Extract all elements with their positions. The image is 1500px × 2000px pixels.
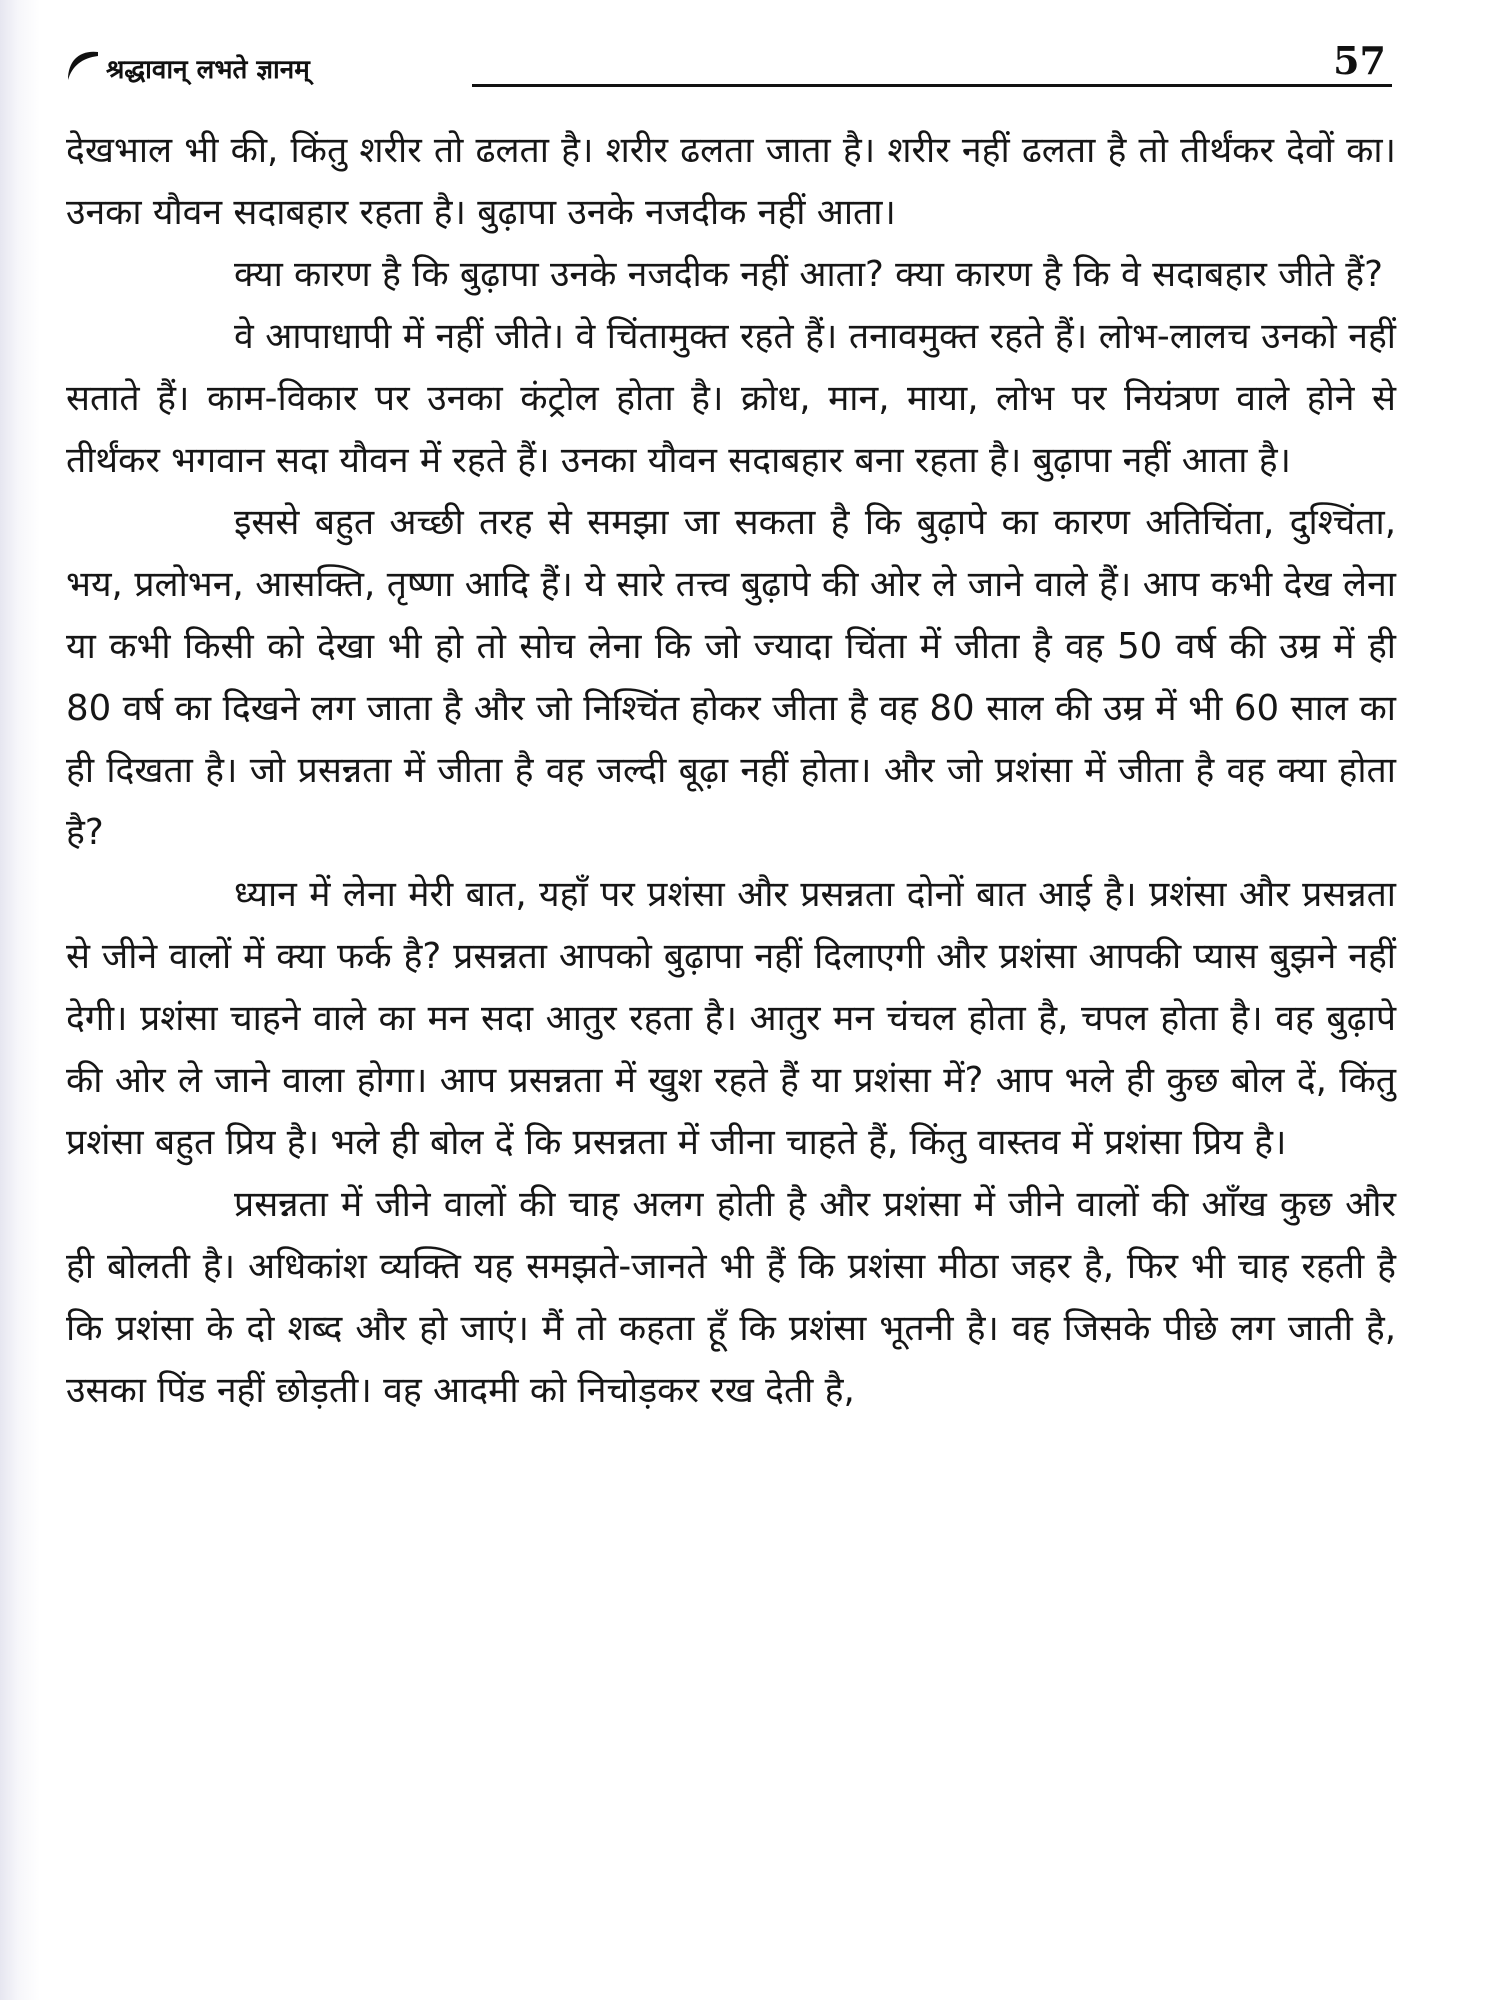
- paragraph: ध्यान में लेना मेरी बात, यहाँ पर प्रशंसा और प्रसन्नता दोनों बात आई है। प्रशंसा और प्रसन्नता से जीने वालों में क्या फर्क है? प्रसन्नता आपको बुढ़ापा नहीं दिलाएगी और प्रशंसा आपकी प्यास बुझने नहीं देगी। प्रशंसा चाहने वाले का मन सदा आतुर रहता है। आतुर मन चंचल होता है, चपल होता है। वह बुढ़ापे की ओर ले जाने वाला होगा। आप प्रसन्नता में खुश रहते हैं या प्रशंसा में? आप भले ही कुछ बोल दें, किंतु प्रशंसा बहुत प्रिय है। भले ही बोल दें कि प्रसन्नता में जीना चाहते हैं, किंतु वास्तव में प्रशंसा प्रिय है।: [66, 874, 1396, 1163]
- paragraph: इससे बहुत अच्छी तरह से समझा जा सकता है कि बुढ़ापे का कारण अतिचिंता, दुश्चिंता, भय, प्रलोभन, आसक्ति, तृष्णा आदि हैं। ये सारे तत्त्व बुढ़ापे की ओर ले जाने वाले हैं। आप कभी देख लेना या कभी किसी को देखा भी हो तो सोच लेना कि जो ज्यादा चिंता में जीता है वह 50 वर्ष की उम्र में ही 80 वर्ष का दिखने लग जाता है और जो निश्चिंत होकर जीता है वह 80 साल की उम्र में भी 60 साल का ही दिखता है। जो प्रसन्नता में जीता है वह जल्दी बूढ़ा नहीं होता। और जो प्रशंसा में जीता है वह क्या होता है?: [66, 502, 1396, 853]
- paragraph: प्रसन्नता में जीने वालों की चाह अलग होती है और प्रशंसा में जीने वालों की आँख कुछ और ही बोलती है। अधिकांश व्यक्ति यह समझते-जानते भी हैं कि प्रशंसा मीठा जहर है, फिर भी चाह रहती है कि प्रशंसा के दो शब्द और हो जाएं। मैं तो कहता हूँ कि प्रशंसा भूतनी है। वह जिसके पीछे लग जाती है, उसका पिंड नहीं छोड़ती। वह आदमी को निचोड़कर रख देती है,: [66, 1184, 1396, 1411]
- page-header: [62, 40, 1392, 100]
- paragraph: क्या कारण है कि बुढ़ापा उनके नजदीक नहीं आता? क्या कारण है कि वे सदाबहार जीते हैं?: [234, 254, 1383, 295]
- body-text: [66, 120, 1396, 1422]
- paragraph: देखभाल भी की, किंतु शरीर तो ढलता है। शरीर ढलता जाता है। शरीर नहीं ढलता है तो तीर्थंकर देवों का। उनका यौवन सदाबहार रहता है। बुढ़ापा उनके नजदीक नहीं आता।: [66, 130, 1396, 233]
- running-title: श्रद्धावान् लभते ज्ञानम्: [106, 55, 310, 85]
- page-number: 57: [1333, 38, 1386, 83]
- paragraph: वे आपाधापी में नहीं जीते। वे चिंतामुक्त रहते हैं। तनावमुक्त रहते हैं। लोभ-लालच उनको नहीं सताते हैं। काम-विकार पर उनका कंट्रोल होता है। क्रोध, मान, माया, लोभ पर नियंत्रण वाले होने से तीर्थंकर भगवान सदा यौवन में रहते हैं। उनका यौवन सदाबहार बना रहता है। बुढ़ापा नहीं आता है।: [66, 316, 1396, 481]
- header-rule: [472, 84, 1392, 87]
- header-ornament-icon: [62, 46, 102, 86]
